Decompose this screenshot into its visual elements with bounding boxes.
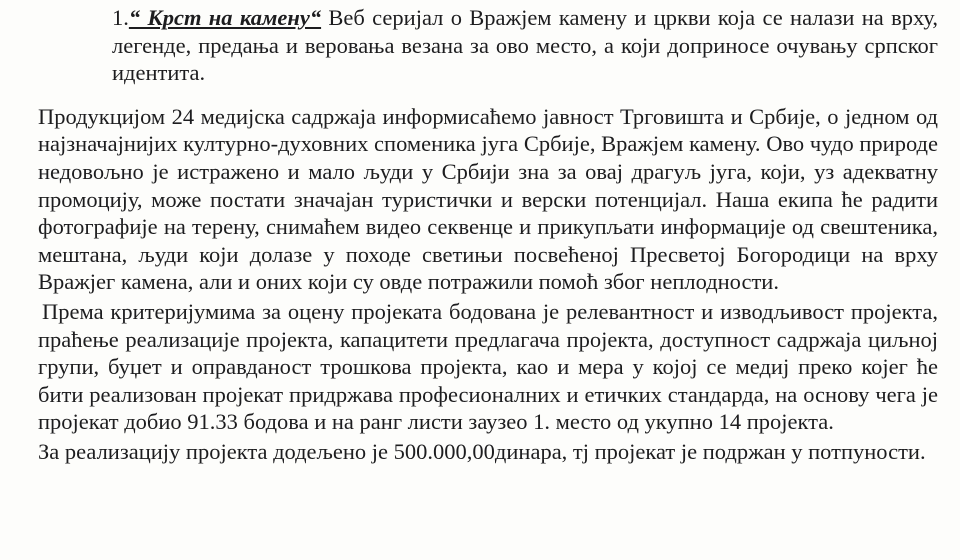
item-number: 1. [112, 5, 129, 30]
paragraph-criteria: Према критеријумима за оцену пројеката бодована је релевантност и изводљивост пројекта, праћење реализације пројекта, капацитети предлагача пројекта, доступност садржаја циљној групи, буџет и оправданост трошкова пројекта, као и мера у којој се медиј преко којег ће бити реализован пројекат придржава професионалних и етичких стандарда, на основу чега је пројекат добио 91.33 бодова и на ранг листи заузео 1. место од укупно 14 пројекта. [38, 298, 938, 435]
paragraph-project-title [38, 4, 938, 87]
paragraph-production: Продукцијом 24 медијска садржаја информисаћемо јавност Трговишта и Србије, о једном од најзначајнијих културно-духовних споменика југа Србије, Вражјем камену. Ово чудо природе недовољно је истражено и мало људи у Србији зна за овај драгуљ југа, који, уз адекватну промоцију, може постати значајан туристички и верски потенцијал. Наша екипа ће радити фотографије на терену, снимаћем видео секвенце и прикупљати информације од свештеника, мештана, људи који долазе у походе светињи посвећеној Пресветој Богородици на врху Вражјег камена, али и оних који су овде потражили помоћ због неплодности. [38, 103, 938, 295]
project-title: “ Крст на камену“ [128, 5, 322, 30]
paragraph-funding: За реализацију пројекта додељено је 500.000,00динара, тј пројекат је подржан у потпуности. [38, 438, 926, 464]
project-description: Веб серијал о Вражјем камену и цркви која се налази на врху, легенде, предања и веровања везана за ово место, а који доприносе очувању српског идентита. [112, 5, 938, 86]
paragraph-gap [38, 87, 938, 103]
